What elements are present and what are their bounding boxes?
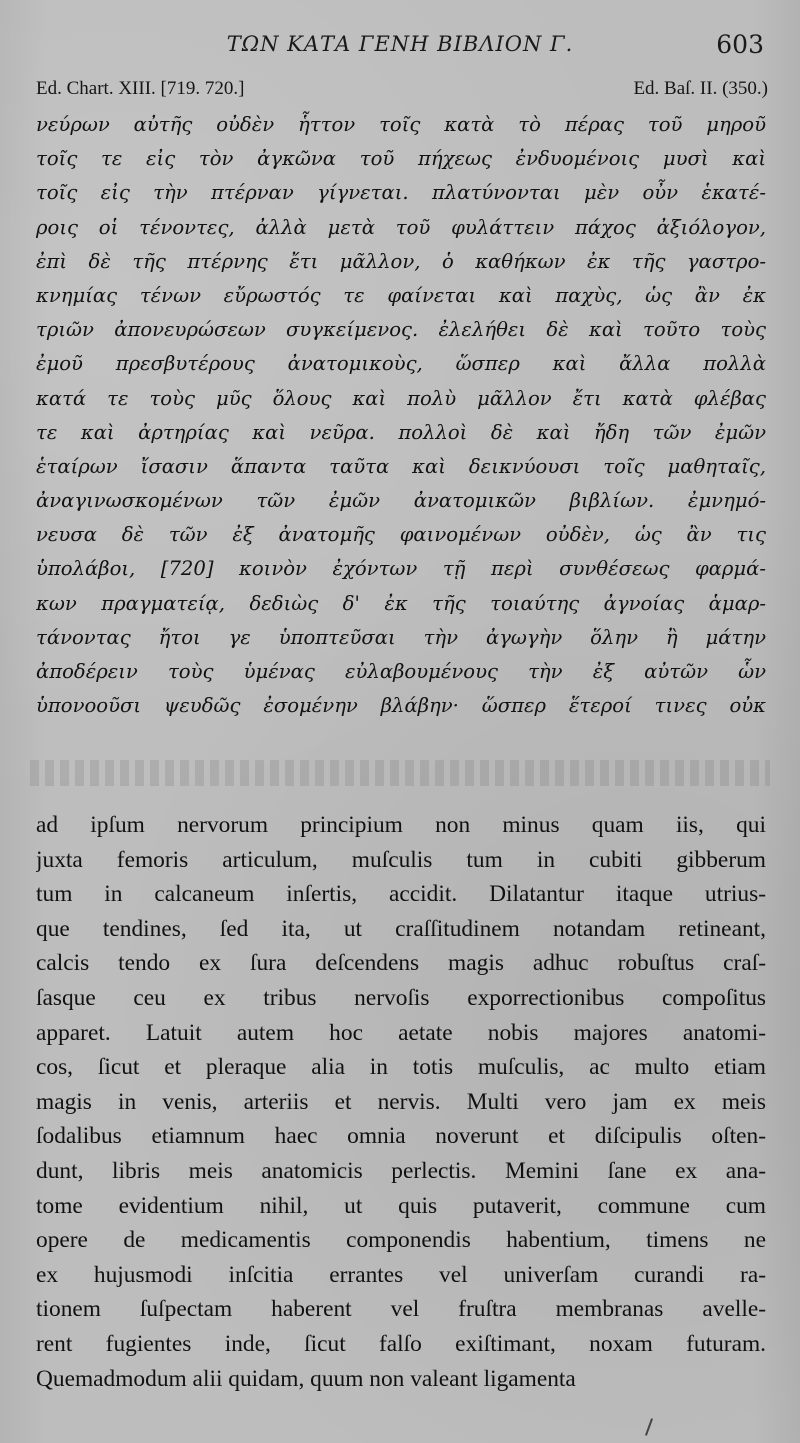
latin-line: tum in calcaneum inſertis, accidit. Dilatantur itaque utrius- [36,881,766,908]
greek-line: ἀποδέρειν τοὺς ὑμένας εὐλαβουμένους τὴν ἐξ αὐτῶν ὧν [36,660,766,683]
greek-line: κων πραγματείᾳ, δεδιὼς δ' ἐκ τῆς τοιαύτης ἀγνοίας ἁμαρ- [36,591,766,615]
latin-line: rent fugientes inde, ſicut falſo exiſtimant, noxam futuram. [36,1330,766,1357]
greek-line: κνημίας τένων εὔρωστός τε φαίνεται καὶ παχὺς, ὡς ἂν ἐκ [36,283,766,307]
latin-line: Quemadmodum alii quidam, quum non valeant ligamenta [36,1365,576,1392]
greek-line: ἀναγινωσκομένων τῶν ἐμῶν ἀνατομικῶν βιβλίων. ἐμνημό- [36,489,766,513]
greek-text-block [36,108,766,723]
greek-line: ἐπὶ δὲ τῆς πτέρνης ἔτι μᾶλλον, ὁ καθήκων ἐκ τῆς γαστρο- [36,249,766,273]
latin-line: que tendines, ſed ita, ut craſſitudinem notandam retineant, [36,915,766,942]
show-through-texture [30,760,770,786]
latin-line: opere de medicamentis componendis habentium, timens ne [36,1227,766,1254]
latin-line: calcis tendo ex ſura deſcendens magis adhuc robuſtus craſ- [36,950,766,977]
edition-basel: Ed. Baſ. II. (350.) [633,78,768,99]
greek-line: ἑταίρων ἴσασιν ἅπαντα ταῦτα καὶ δεικνύουσι τοῖς μαθηταῖς, [36,454,766,478]
latin-line: tionem ſuſpectam haberent vel fruſtra membranas avelle- [36,1296,766,1323]
greek-line: ὑπολάβοι, [720] κοινὸν ἐχόντων τῇ περὶ συνθέσεως φαρμά- [36,557,766,581]
latin-line: ſodalibus etiamnum haec omnia noverunt et diſcipulis oſten- [36,1123,766,1150]
running-head [0,30,800,62]
greek-line: ὑπονοοῦσι ψευδῶς ἐσομένην βλάβην· ὥσπερ ἕτεροί τινες οὐκ [36,694,766,718]
latin-line: ſasque ceu ex tribus nervoſis exporrectionibus compoſitus [36,984,766,1011]
edition-references [36,78,768,104]
latin-line: juxta femoris articulum, muſculis tum in cubiti gibberum [36,846,766,873]
edition-chartier: Ed. Chart. XIII. [719. 720.] [36,78,245,99]
greek-line: ροις οἱ τένοντες, ἀλλὰ μετὰ τοῦ φυλάττειν πάχος ἀξιόλογον, [36,215,766,239]
greek-line: ἐμοῦ πρεσβυτέρους ἀνατομικοὺς, ὥσπερ καὶ ἄλλα πολλὰ [36,352,766,376]
latin-line: cos, ſicut et pleraque alia in totis muſculis, ac multo etiam [36,1054,766,1081]
greek-line: τε καὶ ἀρτηρίας καὶ νεῦρα. πολλοὶ δὲ καὶ ἤδη τῶν ἐμῶν [36,420,766,444]
greek-line: νεύρων αὐτῆς οὐδὲν ἧττον τοῖς κατὰ τὸ πέρας τοῦ μηροῦ [36,113,766,136]
greek-line: τοῖς τε εἰς τὸν ἀγκῶνα τοῦ πήχεως ἐνδυομένοις μυσὶ καὶ [36,147,766,171]
greek-line: κατά τε τοὺς μῦς ὅλους καὶ πολὺ μᾶλλον ἔτι κατὰ φλέβας [36,386,766,410]
greek-line: τριῶν ἀπονευρώσεων συγκείμενος. ἐλελήθει δὲ καὶ τοῦτο τοὺς [36,318,766,342]
running-title: ΤΩΝ ΚΑΤΑ ΓΕΝΗ ΒΙΒΛΙΟΝ Γ. [226,32,574,56]
greek-line: τοῖς εἰς τὴν πτέρναν γίγνεται. πλατύνονται μὲν οὖν ἑκατέ- [36,181,766,205]
latin-text-block [36,808,766,1396]
latin-line: tome evidentium nihil, ut quis putaverit, commune cum [36,1192,766,1219]
pencil-mark [645,1418,653,1436]
latin-line: ex hujusmodi inſcitia errantes vel univerſam curandi ra- [36,1261,766,1288]
latin-line: magis in venis, arteriis et nervis. Multi vero jam ex meis [36,1088,766,1115]
latin-line: dunt, libris meis anatomicis perlectis. Memini ſane ex ana- [36,1157,766,1184]
greek-line: τάνοντας ἤτοι γε ὑποπτεῦσαι τὴν ἀγωγὴν ὅλην ἢ μάτην [36,625,766,649]
latin-line: ad ipſum nervorum principium non minus quam iis, qui [36,812,766,838]
latin-line: apparet. Latuit autem hoc aetate nobis majores anatomi- [36,1019,766,1046]
page-number: 603 [716,30,764,59]
greek-line: νευσα δὲ τῶν ἐξ ἀνατομῆς φαινομένων οὐδὲν, ὡς ἂν τις [36,523,766,547]
